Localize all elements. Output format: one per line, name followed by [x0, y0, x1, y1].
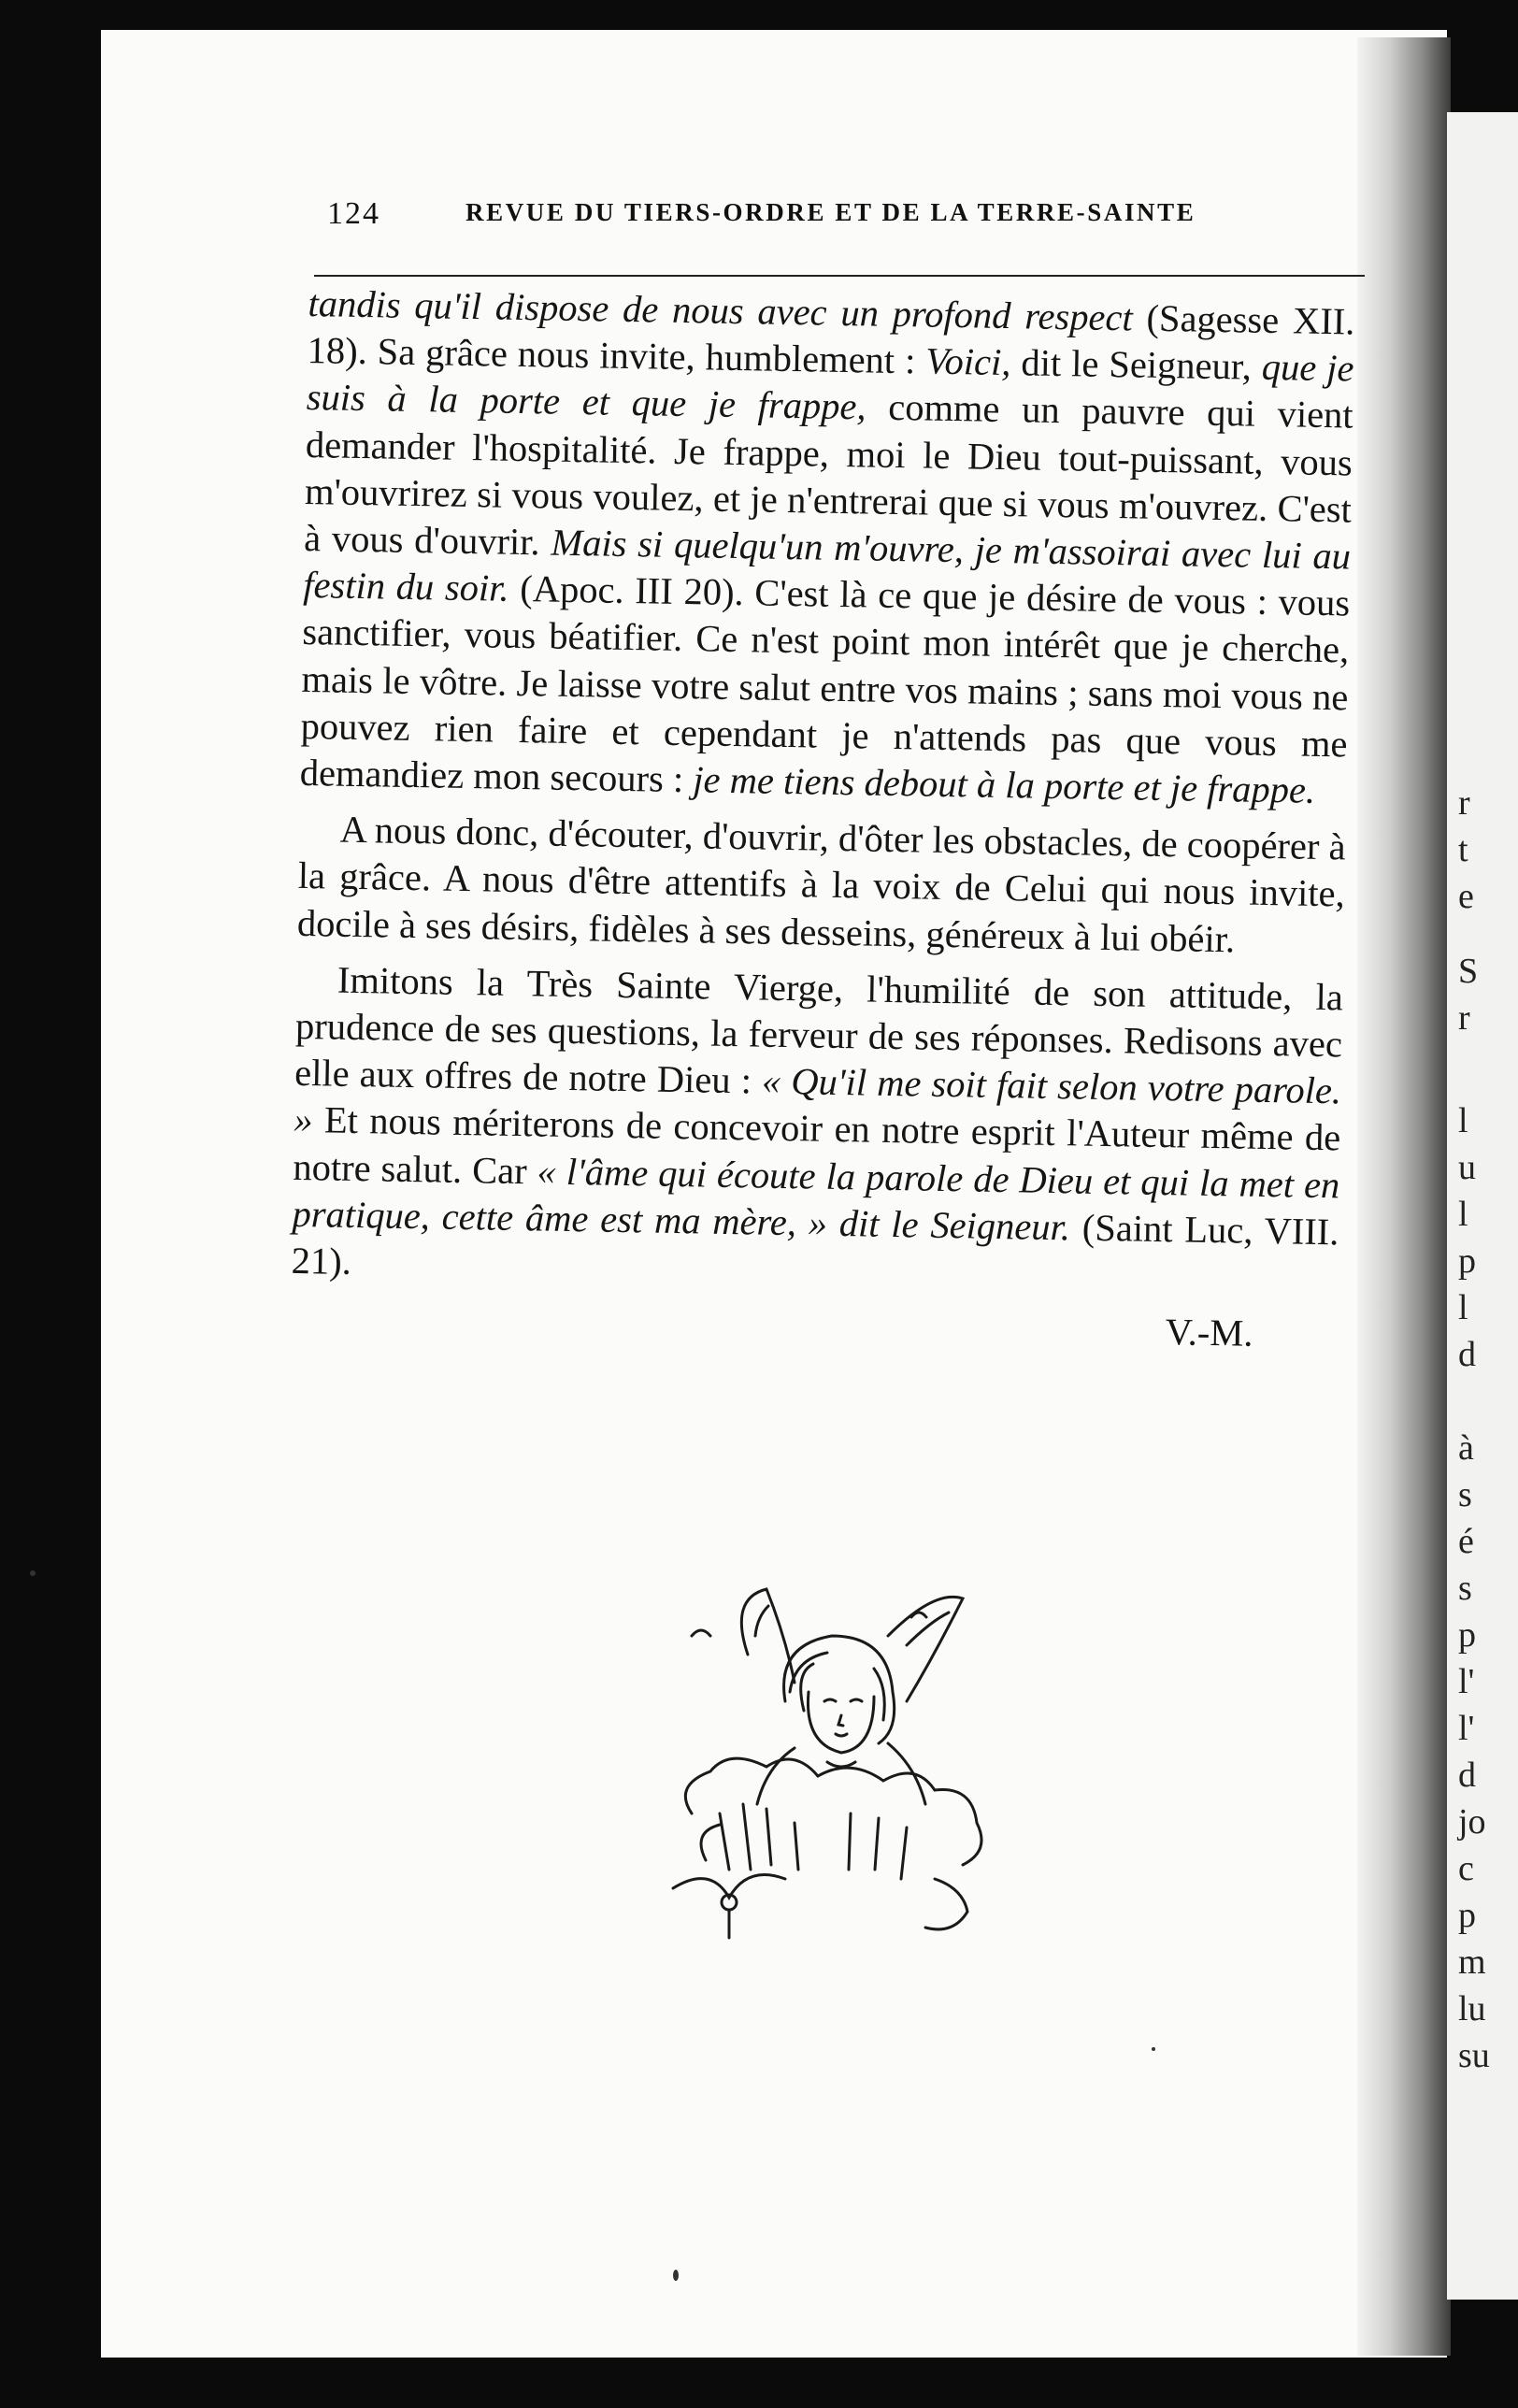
text-span: dit le Seigneur,	[1010, 341, 1263, 389]
italic-span: que je suis à la porte et que je frappe,	[306, 346, 1354, 428]
next-page-fragment: l	[1458, 1101, 1468, 1140]
next-page-fragment: S	[1458, 952, 1479, 991]
italic-span: Voici,	[924, 339, 1011, 384]
next-page-fragment: p	[1458, 1896, 1476, 1935]
next-page-fragment: t	[1458, 830, 1468, 869]
running-title: REVUE DU TIERS-ORDRE ET DE LA TERRE-SAINTE	[465, 198, 1196, 226]
body-text	[290, 280, 1355, 1359]
italic-span: « l'âme qui écoute la parole de Dieu et qui la met en pratique, cette âme est ma mère, » dit le Seigneur.	[292, 1150, 1340, 1249]
scan-speck	[1152, 2047, 1155, 2051]
paragraph	[291, 956, 1343, 1303]
text-span: (Sagesse XII. 18). Sa grâce nous invite, humblement :	[307, 296, 1355, 382]
next-page-fragment: é	[1458, 1522, 1474, 1561]
italic-span: Mais si quelqu'un m'ouvre, je m'assoirai avec lui au festin du soir.	[302, 521, 1352, 610]
next-page-fragment: u	[1458, 1148, 1476, 1187]
next-page-fragment: l'	[1458, 1662, 1475, 1701]
italic-span: je me tiens debout à la porte et je frappe.	[692, 758, 1316, 811]
cherub-vignette-icon	[654, 1580, 1010, 1972]
scan-speck	[673, 2270, 679, 2281]
next-page-fragment: d	[1458, 1335, 1476, 1374]
next-page-fragment: r	[1458, 998, 1470, 1038]
next-page-fragment: s	[1458, 1475, 1472, 1514]
next-page-fragment: l	[1458, 1195, 1468, 1234]
next-page-fragment: m	[1458, 1942, 1486, 1982]
signature: V.-M.	[1165, 1311, 1253, 1355]
next-page-fragment: l'	[1458, 1709, 1475, 1748]
header-rule	[314, 275, 1365, 277]
next-page-fragment: p	[1458, 1615, 1476, 1655]
text-span: Imitons la Très Sainte Vierge, l'humilité de son attitude, la prudence de ses questions, la ferveur de ses réponses. Redisons avec elle aux offres de notre Dieu :	[294, 958, 1344, 1102]
next-page-fragment: à	[1458, 1428, 1474, 1468]
next-page-fragment: c	[1458, 1849, 1474, 1888]
next-page-fragment: jo	[1458, 1802, 1486, 1842]
next-page-fragment: r	[1458, 783, 1470, 823]
scan-speck	[30, 1570, 36, 1576]
text-span: (Saint Luc, VIII. 21).	[291, 1206, 1339, 1283]
next-page-fragment: d	[1458, 1756, 1476, 1795]
next-page-fragment: l	[1458, 1288, 1468, 1327]
running-header	[327, 196, 1318, 243]
page-number: 124	[327, 196, 380, 231]
next-page-edge	[1447, 112, 1518, 2300]
next-page-fragment: e	[1458, 877, 1474, 916]
paragraph: A nous donc, d'écouter, d'ouvrir, d'ôter les obstacles, de coopérer à la grâce. A nous d'être attentifs à la voix de Celui qui nous invite, docile à ses désirs, fidèles à ses desseins, généreux à lui obéir.	[296, 808, 1346, 961]
text-span: comme un pauvre qui vient demander l'hospitalité. Je frappe, moi le Dieu tout-puissant, vous m'ouvrirez si vous voulez, et je n'entrerai que si vous m'ouvrez. C'est à vous d'ouvrir.	[303, 385, 1354, 564]
book-gutter-shadow	[1357, 37, 1451, 2356]
italic-span: « Qu'il me soit fait selon votre parole. »	[293, 1059, 1342, 1141]
next-page-fragment: p	[1458, 1241, 1476, 1281]
italic-span: tandis qu'il dispose de nous avec un profond respect	[308, 281, 1134, 339]
paragraph	[299, 280, 1354, 815]
next-page-fragment: lu	[1458, 1989, 1486, 2028]
next-page-fragment: su	[1458, 2036, 1490, 2075]
text-span: (Apoc. III 20). C'est là ce que je désire de vous : vous sanctifier, vous béatifier. Ce n'est point mon intérêt que je cherche, mais le vôtre. Je laisse votre salut entre vos mains ; sans moi vous ne pouvez rien faire et cependant je n'attends pas que vous me demandiez mon secours :	[299, 567, 1351, 801]
text-span: Et nous mériterons de concevoir en notre esprit l'Auteur même de notre salut. Car	[293, 1098, 1341, 1193]
next-page-fragment: s	[1458, 1569, 1472, 1608]
